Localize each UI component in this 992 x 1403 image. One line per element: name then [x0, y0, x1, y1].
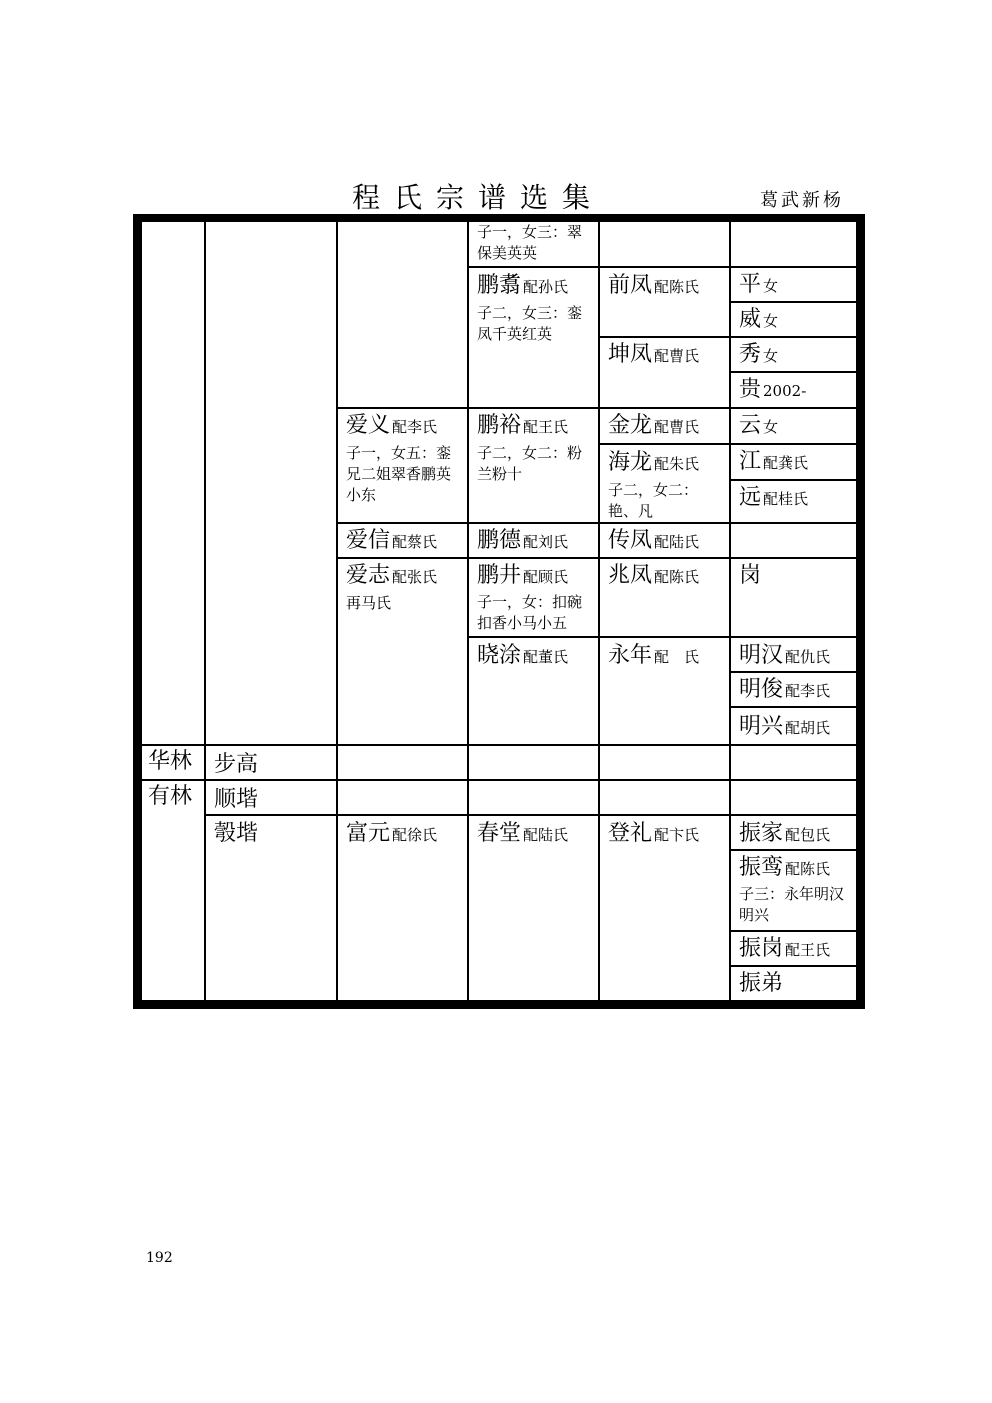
table-cell	[730, 372, 857, 408]
page-subtitle: 葛武新杨	[760, 190, 844, 211]
table-cell	[730, 780, 857, 815]
table-cell	[730, 523, 857, 558]
person-note: 子二，女二：艳、凡	[608, 481, 699, 520]
person-name: 江 配龚氏	[739, 449, 809, 474]
person-name: 有林	[148, 784, 193, 809]
person-name: 步高	[214, 752, 259, 777]
table-cell	[337, 815, 468, 1001]
person-name: 富元 配徐氏	[346, 821, 438, 846]
person-name: 远 配桂氏	[739, 485, 809, 510]
person-name: 秀 女	[739, 342, 779, 367]
table-cell	[205, 815, 337, 1001]
person-name: 鹏井 配顾氏	[477, 563, 569, 588]
person-name: 振弟	[739, 971, 784, 996]
table-cell	[141, 780, 205, 1001]
person-note: 再马氏	[346, 594, 392, 612]
table-cell	[205, 780, 337, 815]
table-cell	[730, 480, 857, 523]
table-cell	[730, 850, 857, 931]
person-name: 威 女	[739, 307, 779, 332]
person-name: 鹏翥 配孙氏	[477, 273, 569, 298]
person-name: 传凤 配陆氏	[608, 528, 700, 553]
page-title: 程氏宗谱选集	[352, 181, 605, 214]
table-cell	[468, 523, 599, 558]
table-cell	[468, 637, 599, 745]
table-cell	[599, 222, 730, 267]
table-cell	[337, 222, 468, 408]
person-name: 登礼 配卞氏	[608, 821, 700, 846]
table-cell	[337, 558, 468, 745]
person-name: 云 女	[739, 413, 779, 438]
table-cell	[599, 267, 730, 337]
person-name: 鹏德 配刘氏	[477, 528, 569, 553]
person-name: 海龙 配朱氏	[608, 450, 700, 475]
table-cell	[730, 267, 857, 302]
table-cell	[730, 302, 857, 337]
table-cell	[730, 672, 857, 707]
table-cell	[730, 931, 857, 966]
table-cell	[468, 558, 599, 637]
person-note: 子一，女五：銮兄二姐翠香鹏英小东	[346, 444, 452, 504]
table-cell	[730, 707, 857, 745]
person-name: 贵 2002-	[739, 377, 807, 402]
person-name: 平 女	[739, 272, 779, 297]
table-cell	[337, 523, 468, 558]
person-name: 兆凤 配陈氏	[608, 563, 700, 588]
person-note: 子二，女二：粉兰粉十	[477, 444, 583, 483]
table-cell	[468, 815, 599, 1001]
person-name: 金龙 配曹氏	[608, 413, 700, 438]
person-name: 明俊 配李氏	[739, 677, 831, 702]
table-cell	[730, 745, 857, 780]
table-cell	[468, 222, 599, 267]
table-cell	[730, 637, 857, 672]
person-name: 晓涂 配董氏	[477, 643, 569, 668]
person-note: 子一，女三：翠保美英英	[477, 223, 583, 262]
person-name: 春堂 配陆氏	[477, 821, 569, 846]
table-cell	[730, 408, 857, 444]
table-cell	[337, 780, 468, 815]
table-cell	[730, 337, 857, 372]
person-name: 明汉 配仇氏	[739, 643, 831, 668]
table-cell	[599, 780, 730, 815]
person-note: 子三：永年明汉明兴	[739, 885, 845, 924]
person-name: 彀堦	[214, 821, 259, 846]
person-name: 爱志 配张氏	[346, 563, 438, 588]
table-cell	[337, 745, 468, 780]
table-cell	[468, 780, 599, 815]
table-cell	[599, 558, 730, 637]
table-cell	[141, 222, 205, 745]
person-name: 岗	[739, 563, 762, 588]
table-cell	[730, 444, 857, 480]
table-cell	[730, 222, 857, 267]
person-name: 振岗 配王氏	[739, 936, 831, 961]
table-cell	[599, 337, 730, 408]
table-cell	[599, 523, 730, 558]
person-note: 子二，女三：銮凤千英红英	[477, 304, 583, 343]
page-number: 192	[146, 1250, 173, 1266]
table-cell	[599, 637, 730, 745]
table-cell	[205, 222, 337, 745]
table-cell	[599, 745, 730, 780]
table-cell	[141, 745, 205, 780]
table-cell	[599, 444, 730, 523]
person-name: 鹏裕 配王氏	[477, 413, 569, 438]
person-name: 前凤 配陈氏	[608, 273, 700, 298]
person-name: 明兴 配胡氏	[739, 714, 831, 739]
person-name: 坤凤 配曹氏	[608, 342, 700, 367]
person-name: 爱义 配李氏	[346, 413, 438, 438]
person-name: 顺堦	[214, 787, 259, 812]
table-cell	[468, 745, 599, 780]
person-name: 振家 配包氏	[739, 821, 831, 846]
person-name: 永年 配 氏	[608, 643, 700, 668]
table-cell	[205, 745, 337, 780]
table-cell	[468, 267, 599, 408]
genealogy-table	[133, 214, 865, 1009]
table-cell	[599, 815, 730, 1001]
table-cell	[730, 558, 857, 637]
person-name: 爱信 配蔡氏	[346, 528, 438, 553]
table-cell	[599, 408, 730, 444]
table-cell	[468, 408, 599, 523]
person-name: 振鸾 配陈氏	[739, 855, 831, 880]
table-cell	[730, 966, 857, 1001]
person-note: 子一，女：扣碗扣香小马小五	[477, 593, 583, 632]
table-cell	[730, 815, 857, 850]
table-cell	[337, 408, 468, 523]
person-name: 华林	[148, 749, 193, 774]
